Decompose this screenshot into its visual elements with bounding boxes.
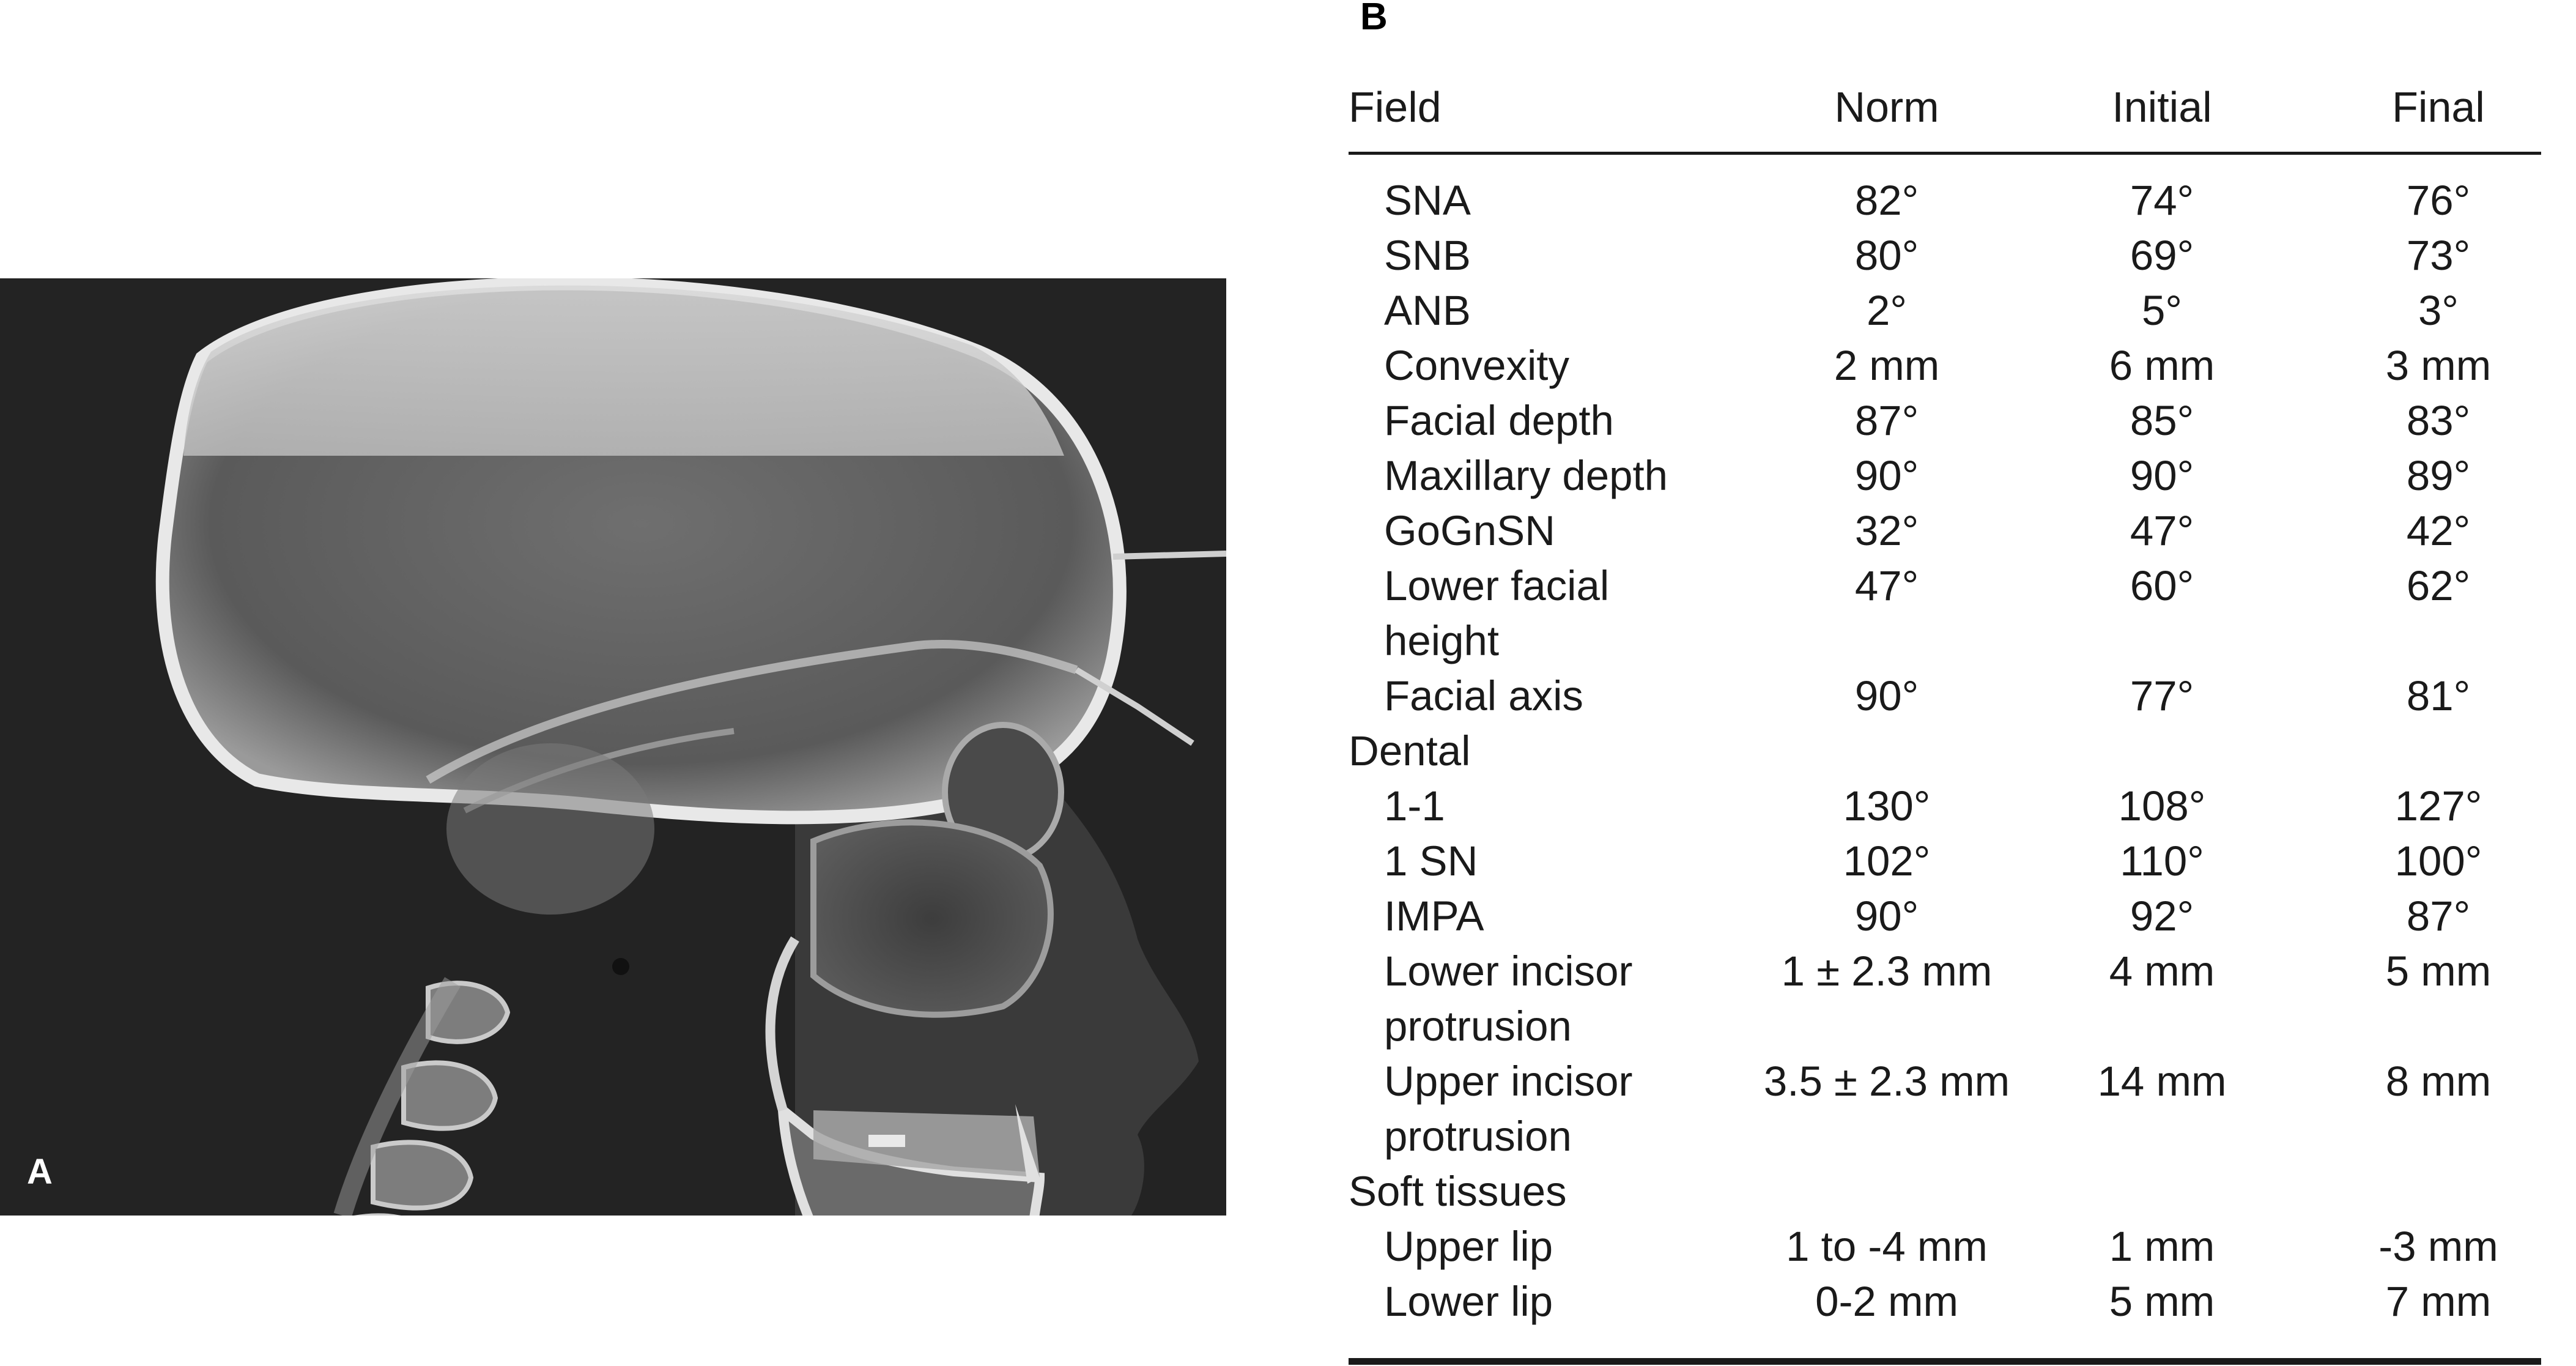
row-norm: 2 mm (1834, 342, 1940, 389)
row-initial: 108° (2118, 782, 2206, 830)
row-field-text: Soft tissues (1349, 1168, 1567, 1215)
row-norm: 0-2 mm (1815, 1278, 1958, 1325)
row-final: 42° (2406, 507, 2471, 554)
header-final: Final (2392, 83, 2485, 131)
row-field-text: Dental (1349, 727, 1471, 774)
row-final: 76° (2406, 177, 2471, 224)
row-norm: 32° (1854, 507, 1919, 554)
row-norm: 90° (1854, 893, 1919, 940)
row-initial: 110° (2120, 837, 2204, 885)
row-norm: 90° (1854, 452, 1919, 499)
row-initial: 74° (2130, 177, 2194, 224)
row-field (1384, 338, 1569, 393)
row-initial: 1 mm (2109, 1223, 2215, 1270)
row-field-text: Upper incisor (1384, 1058, 1633, 1105)
row-field-text: 1 SN (1384, 837, 1478, 885)
row-final: 3 mm (2385, 342, 2492, 389)
row-final: 100° (2394, 837, 2482, 885)
row-field (1384, 779, 1445, 834)
row-initial: 69° (2130, 232, 2194, 279)
row-field-text: 1-1 (1384, 782, 1445, 830)
row-field-text: Lower facial (1384, 562, 1610, 609)
row-field (1384, 669, 1583, 724)
row-field (1384, 1274, 1553, 1329)
row-field (1384, 1219, 1553, 1274)
row-field (1349, 724, 1470, 779)
row-field (1384, 834, 1478, 889)
row-field (1384, 393, 1614, 448)
row-field-text: Lower lip (1384, 1278, 1553, 1325)
row-final: 83° (2406, 397, 2471, 444)
row-field-text: Maxillary depth (1384, 452, 1668, 499)
row-initial: 5° (2142, 287, 2182, 334)
row-initial: 5 mm (2109, 1278, 2215, 1325)
row-initial: 90° (2130, 452, 2194, 499)
bottom-rule (1349, 1358, 2541, 1365)
panel-a-label: A (27, 1152, 53, 1192)
row-initial: 60° (2130, 562, 2194, 609)
row-field-text: Upper lip (1384, 1223, 1553, 1270)
row-norm: 1 to -4 mm (1786, 1223, 1988, 1270)
row-initial: 77° (2130, 672, 2194, 719)
row-field (1384, 228, 1471, 283)
row-norm: 90° (1854, 672, 1919, 719)
row-field-text: Facial depth (1384, 397, 1614, 444)
skull-xray-drawing (0, 278, 1226, 1216)
cephalometric-radiograph (0, 278, 1226, 1216)
row-field-text-continued: protrusion (1384, 1113, 1572, 1160)
row-final: 62° (2406, 562, 2471, 609)
header-rule (1349, 152, 2541, 155)
row-field-text-continued: protrusion (1384, 1003, 1572, 1050)
row-initial: 92° (2130, 893, 2194, 940)
row-field-text: Convexity (1384, 342, 1569, 389)
row-field-text: GoGnSN (1384, 507, 1555, 554)
row-norm: 47° (1854, 562, 1919, 609)
row-final: -3 mm (2378, 1223, 2498, 1270)
row-norm: 82° (1854, 177, 1919, 224)
row-field-text: SNA (1384, 177, 1471, 224)
row-norm: 1 ± 2.3 mm (1781, 948, 1993, 995)
row-field-text: ANB (1384, 287, 1471, 334)
row-final: 7 mm (2385, 1278, 2492, 1325)
row-field (1384, 944, 1633, 1054)
row-norm: 2° (1867, 287, 1907, 334)
row-field (1349, 1164, 1567, 1219)
header-norm: Norm (1834, 83, 1939, 131)
row-field-text: Facial axis (1384, 672, 1583, 719)
row-final: 5 mm (2385, 948, 2492, 995)
row-field (1384, 559, 1609, 669)
row-field-text: Lower incisor (1384, 948, 1633, 995)
panel-b-label: B (1360, 0, 1388, 38)
row-norm: 80° (1854, 232, 1919, 279)
row-initial: 4 mm (2109, 948, 2215, 995)
row-field (1384, 503, 1555, 559)
row-initial: 85° (2130, 397, 2194, 444)
row-final: 3° (2418, 287, 2459, 334)
header-field: Field (1349, 83, 1442, 131)
row-norm: 102° (1843, 837, 1931, 885)
row-field (1384, 1054, 1633, 1164)
row-field-text: SNB (1384, 232, 1471, 279)
row-norm: 87° (1854, 397, 1919, 444)
row-initial: 47° (2130, 507, 2194, 554)
row-norm: 130° (1843, 782, 1931, 830)
row-field-text-continued: height (1384, 617, 1499, 664)
row-field (1384, 889, 1484, 944)
row-field (1384, 448, 1668, 503)
row-field (1384, 173, 1471, 228)
row-final: 87° (2406, 893, 2471, 940)
row-final: 73° (2406, 232, 2471, 279)
row-initial: 6 mm (2109, 342, 2215, 389)
row-final: 127° (2394, 782, 2482, 830)
row-final: 8 mm (2385, 1058, 2492, 1105)
row-field-text: IMPA (1384, 893, 1484, 940)
header-initial: Initial (2112, 83, 2212, 131)
row-field (1384, 283, 1471, 338)
row-final: 81° (2406, 672, 2471, 719)
row-norm: 3.5 ± 2.3 mm (1763, 1058, 2010, 1105)
row-final: 89° (2406, 452, 2471, 499)
row-initial: 14 mm (2097, 1058, 2227, 1105)
